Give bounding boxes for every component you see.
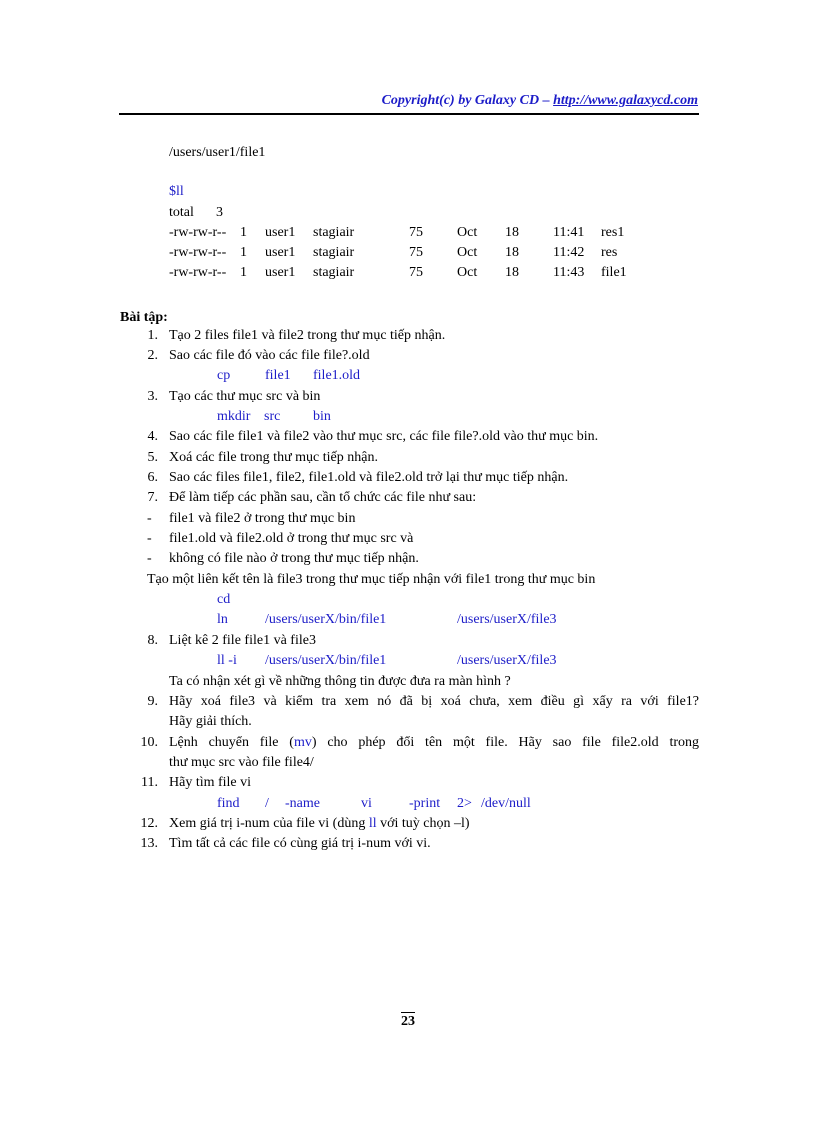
item-number: 11. [141,775,158,790]
dash-marker: - [147,551,152,566]
item-text: Xoá các file trong thư mục tiếp nhận. [169,450,378,465]
size-cell: 75 [409,225,423,240]
command-token: -name [285,796,320,811]
listing-row [0,245,700,265]
item-number: 7. [147,490,158,505]
header-divider [119,113,699,115]
group-cell: stagiair [313,225,355,240]
item-number: 5. [147,450,158,465]
command-token: find [217,796,240,811]
exercises-title: Bài tập: [120,310,168,325]
time-cell: 11:43 [553,265,585,280]
text-part: ) cho phép đổi tên một file. Hãy sao file file2.old trong [311,735,700,750]
paragraph-text: Tạo một liên kết tên là file3 trong thư mục tiếp nhận với file1 trong thư mục bin [147,572,596,587]
website-link[interactable]: http://www.galaxycd.com [553,93,698,108]
user-cell: user1 [265,245,296,260]
size-cell: 75 [409,265,423,280]
item-number: 3. [147,389,158,404]
command-token: bin [313,409,331,424]
note-text: Ta có nhận xét gì về những thông tin được đưa ra màn hình ? [169,674,511,689]
listing-row [0,265,700,285]
copyright-text: Copyright(c) by Galaxy CD – [381,93,554,108]
perm-cell: -rw-rw-r-- [169,265,227,280]
item-number: 1. [147,328,158,343]
item-text: không có file nào ở trong thư mục tiếp nhận. [169,551,419,566]
item-number: 2. [147,348,158,363]
links-cell: 1 [240,265,247,280]
text-part: Xem giá trị i-num của file vi (dùng [169,816,369,831]
time-cell: 11:42 [553,245,585,260]
item-number: 12. [140,816,158,831]
month-cell: Oct [457,245,478,260]
item-text: Tạo các thư mục src và bin [169,389,321,404]
command-token: /users/userX/bin/file1 [265,653,387,668]
ll-command: ll [368,816,377,831]
command-token: ln [217,612,228,627]
command-token: 2> [457,796,472,811]
page-header [382,93,698,109]
listing-total-value: 3 [216,205,223,220]
mv-command: mv [293,735,312,750]
item-number: 10. [140,735,158,750]
month-cell: Oct [457,265,478,280]
user-cell: user1 [265,225,296,240]
day-cell: 18 [505,225,519,240]
item-text: Liệt kê 2 file file1 và file3 [169,633,316,648]
item-text: file1.old và file2.old ở trong thư mục src và [169,531,414,546]
item-number: 6. [147,470,158,485]
item-text: file1 và file2 ở trong thư mục bin [169,511,356,526]
command-token: src [264,409,281,424]
item-continuation: thư mục src vào file file4/ [169,755,314,770]
item-text: Tạo 2 files file1 và file2 trong thư mục tiếp nhận. [169,328,446,343]
item-text: Hãy xoá file3 và kiểm tra xem nó đã bị xoá chưa, xem điều gì xẩy ra với file1? [169,694,699,709]
time-cell: 11:41 [553,225,585,240]
path-line: /users/user1/file1 [169,145,266,160]
item-continuation: Hãy giải thích. [169,714,252,729]
day-cell: 18 [505,265,519,280]
month-cell: Oct [457,225,478,240]
item-text [169,816,470,832]
command-token: / [265,796,269,811]
item-text [169,735,699,751]
perm-cell: -rw-rw-r-- [169,245,227,260]
name-cell: file1 [601,265,627,280]
text-part: Lệnh chuyển file ( [169,735,294,750]
item-text: Để làm tiếp các phần sau, cần tổ chức các file như sau: [169,490,477,505]
listing-command: $ll [169,184,184,199]
command-token: mkdir [217,409,251,424]
day-cell: 18 [505,245,519,260]
links-cell: 1 [240,225,247,240]
command-token: /dev/null [481,796,531,811]
command-token: /users/userX/bin/file1 [265,612,387,627]
command-token: ll -i [217,653,237,668]
item-text: Hãy tìm file vi [169,775,252,790]
item-number: 9. [147,694,158,709]
dash-marker: - [147,531,152,546]
listing-total-label: total [169,205,194,220]
text-part: với tuỳ chọn –l) [376,816,470,831]
command-token: -print [409,796,441,811]
name-cell: res1 [601,225,625,240]
item-text: Sao các file đó vào các file file?.old [169,348,370,363]
command-token: cd [217,592,231,607]
item-number: 8. [147,633,158,648]
command-token: file1 [265,368,291,383]
dash-marker: - [147,511,152,526]
command-token: cp [217,368,231,383]
user-cell: user1 [265,265,296,280]
size-cell: 75 [409,245,423,260]
item-text: Sao các files file1, file2, file1.old và file2.old trở lại thư mục tiếp nhận. [169,470,569,485]
command-token: /users/userX/file3 [457,612,557,627]
name-cell: res [601,245,618,260]
command-token: vi [361,796,372,811]
command-token: /users/userX/file3 [457,653,557,668]
perm-cell: -rw-rw-r-- [169,225,227,240]
group-cell: stagiair [313,265,355,280]
listing-row [0,225,700,245]
item-text: Sao các file file1 và file2 vào thư mục src, các file file?.old vào thư mục bin. [169,429,599,444]
page-number: 23 [401,1014,415,1029]
group-cell: stagiair [313,245,355,260]
item-number: 4. [147,429,158,444]
item-text: Tìm tất cả các file có cùng giá trị i-num với vi. [169,836,431,851]
item-number: 13. [140,836,158,851]
links-cell: 1 [240,245,247,260]
command-token: file1.old [313,368,361,383]
